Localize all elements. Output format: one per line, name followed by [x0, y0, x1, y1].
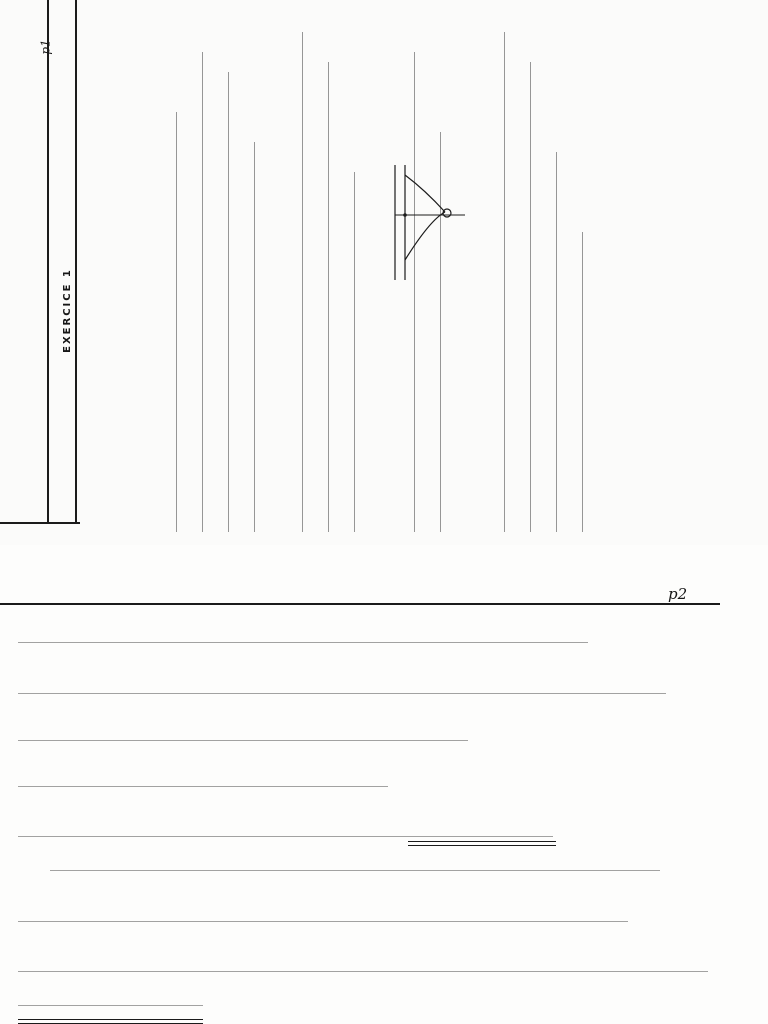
rotated-page-content	[84, 12, 684, 532]
page-number: p2	[668, 585, 688, 603]
exercise-title: EXERCICE 1	[61, 268, 73, 353]
margin-line	[75, 0, 77, 522]
page-number: p1	[38, 39, 53, 55]
page-2	[0, 545, 768, 1024]
header-rule	[0, 603, 720, 605]
divider	[0, 522, 80, 524]
margin-line	[47, 0, 49, 522]
graph-sketch	[385, 160, 475, 290]
